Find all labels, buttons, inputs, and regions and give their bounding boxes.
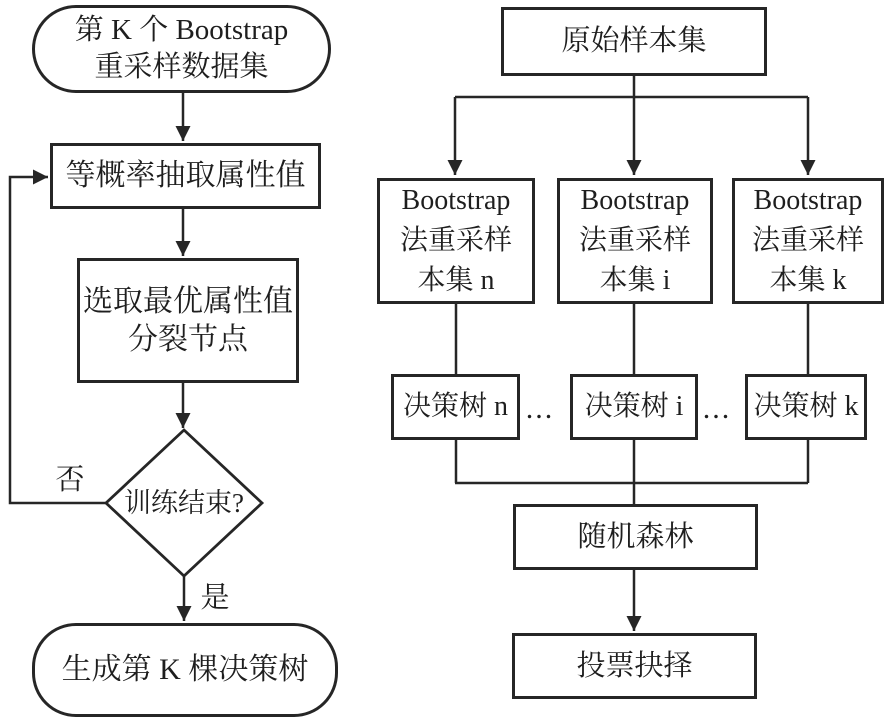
decision-tree-i — [570, 374, 698, 440]
original-sample-set-label: 原始样本集 — [561, 25, 707, 57]
random-forest-label: 随机森林 — [577, 520, 694, 553]
source-split-connector — [455, 76, 808, 97]
step-select-split — [77, 258, 299, 383]
decision-tree-n-label: 决策树 n — [402, 391, 508, 422]
decision-tree-k — [745, 374, 867, 440]
vote-decision-label: 投票抉择 — [576, 649, 693, 682]
decision-training-done — [106, 430, 262, 576]
ellipsis-1: ... — [525, 392, 555, 425]
step-select-split-label-line1: 选取最优属性值 — [83, 284, 293, 318]
bootstrap-set-i-line1: Bootstrap — [580, 185, 690, 216]
label-no: 否 — [55, 464, 85, 496]
start-terminator — [32, 5, 331, 93]
merge-connector — [455, 483, 808, 504]
bootstrap-set-n — [377, 178, 535, 304]
step-sample-attributes-label: 等概率抽取属性值 — [65, 159, 306, 192]
label-yes: 是 — [200, 582, 230, 614]
start-terminator-label-line2: 重采样数据集 — [94, 51, 269, 83]
bootstrap-set-i-line2: 法重采样 — [578, 225, 691, 256]
bootstrap-set-k-line1: Bootstrap — [753, 185, 863, 216]
bootstrap-set-n-line3: 本集 n — [417, 265, 495, 296]
bootstrap-set-n-line2: 法重采样 — [399, 225, 512, 256]
bootstrap-set-i — [557, 178, 713, 304]
end-terminator — [32, 623, 338, 717]
original-sample-set — [501, 7, 767, 76]
decision-tree-k-label: 决策树 k — [753, 391, 859, 422]
decision-tree-n — [391, 374, 520, 440]
bootstrap-set-i-line3: 本集 i — [599, 265, 671, 296]
step-sample-attributes — [50, 143, 321, 209]
bootstrap-set-k-line3: 本集 k — [769, 265, 847, 296]
start-terminator-label-line1: 第 K 个 Bootstrap — [74, 14, 289, 46]
bootstrap-set-k — [732, 178, 884, 304]
bootstrap-set-n-line1: Bootstrap — [401, 185, 511, 216]
end-terminator-label: 生成第 K 棵决策树 — [61, 653, 309, 686]
decision-tree-i-label: 决策树 i — [584, 391, 684, 422]
random-forest — [513, 504, 758, 570]
decision-training-done-label: 训练结束? — [124, 488, 244, 518]
bootstrap-set-k-line2: 法重采样 — [751, 225, 864, 256]
step-select-split-label-line2: 分裂节点 — [128, 322, 248, 356]
ellipsis-2: ... — [702, 392, 732, 425]
vote-decision — [512, 633, 757, 699]
